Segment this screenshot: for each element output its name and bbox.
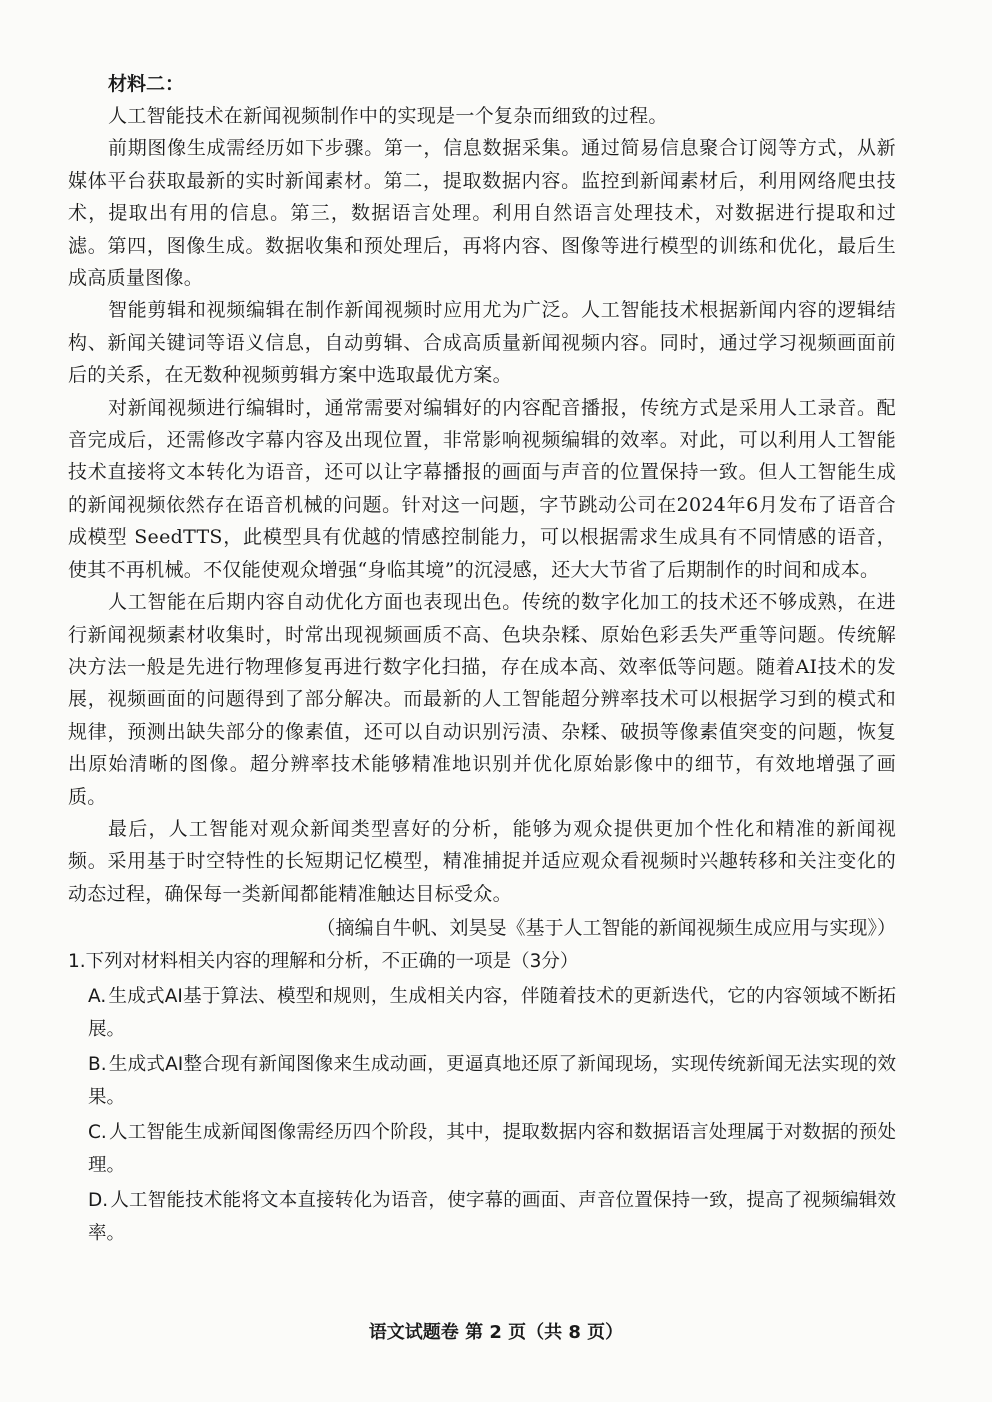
question-stem: 1.下列对材料相关内容的理解和分析，不正确的一项是（3分） (68, 951, 579, 973)
paragraph-6: 最后，人工智能对观众新闻类型喜好的分析，能够为观众提供更加个性化和精准的新闻视频。采用基于时空特性的长短期记忆模型，精准捕捉并适应观众看视频时兴趣转移和关注变化的动态过程，确保每一类新闻都能精准触达目标受众。 (68, 817, 896, 905)
paragraph-2: 前期图像生成需经历如下步骤。第一，信息数据采集。通过简易信息聚合订阅等方式，从新媒体平台获取最新的实时新闻素材。第二，提取数据内容。监控到新闻素材后，利用网络爬虫技术，提取出有用的信息。第三，数据语言处理。利用自然语言处理技术，对数据进行提取和过滤。第四，图像生成。数据收集和预处理后，再将内容、图像等进行模型的训练和优化，最后生成高质量图像。 (68, 137, 896, 290)
option-a (68, 980, 896, 1046)
source-citation: （摘编自牛帆、刘昊旻《基于人工智能的新闻视频生成应用与实现》） (316, 917, 896, 940)
option-letter: A. (88, 986, 107, 1008)
paragraph-4: 对新闻视频进行编辑时，通常需要对编辑好的内容配音播报，传统方式是采用人工录音。配音完成后，还需修改字幕内容及出现位置，非常影响视频编辑的效率。对此，可以利用人工智能技术直接将文本转化为语音，还可以让字幕播报的画面与声音的位置保持一致。但人工智能生成的新闻视频依然存在语音机械的问题。针对这一问题，字节跳动公司在2024年6月发布了语音合成模型 SeedTTS，此模型具有优越的情感控制能力，可以根据需求生成具有不同情感的语音，使其不再机械。不仅能使观众增强“身临其境”的沉浸感，还大大节省了后期制作的时间和成本。 (68, 396, 896, 581)
paragraph-3: 智能剪辑和视频编辑在制作新闻视频时应用尤为广泛。人工智能技术根据新闻内容的逻辑结构、新闻关键词等语义信息，自动剪辑、合成高质量新闻视频内容。同时，通过学习视频画面前后的关系，在无数种视频剪辑方案中选取最优方案。 (68, 299, 896, 387)
page-footer: 语文试题卷 第 2 页（共 8 页） (368, 1322, 624, 1343)
paragraph-5: 人工智能在后期内容自动优化方面也表现出色。传统的数字化加工的技术还不够成熟，在进行新闻视频素材收集时，时常出现视频画质不高、色块杂糅、原始色彩丢失严重等问题。传统解决方法一般是先进行物理修复再进行数字化扫描，存在成本高、效率低等问题。随着AI技术的发展，视频画面的问题得到了部分解决。而最新的人工智能超分辨率技术可以根据学习到的模式和规律，预测出缺失部分的像素值，还可以自动识别污渍、杂糅、破损等像素值突变的问题，恢复出原始清晰的图像。超分辨率技术能够精准地识别并优化原始影像中的细节，有效地增强了画质。 (68, 591, 896, 808)
option-letter: D. (88, 1190, 109, 1212)
option-text: 人工智能技术能将文本直接转化为语音，使字幕的画面、声音位置保持一致，提高了视频编辑效率。 (88, 1190, 896, 1245)
material-heading: 材料二： (108, 73, 185, 95)
option-d (68, 1184, 896, 1250)
exam-page (68, 68, 896, 1252)
option-letter: C. (88, 1122, 107, 1144)
option-text: 人工智能生成新闻图像需经历四个阶段，其中，提取数据内容和数据语言处理属于对数据的预处理。 (88, 1122, 896, 1177)
option-c (68, 1116, 896, 1182)
paragraph-1: 人工智能技术在新闻视频制作中的实现是一个复杂而细致的过程。 (108, 105, 668, 127)
option-text: 生成式AI基于算法、模型和规则，生成相关内容，伴随着技术的更新迭代，它的内容领域不断拓展。 (88, 986, 896, 1041)
option-b (68, 1048, 896, 1114)
option-text: 生成式AI整合现有新闻图像来生成动画，更逼真地还原了新闻现场，实现传统新闻无法实现的效果。 (88, 1054, 896, 1109)
option-letter: B. (88, 1054, 107, 1076)
